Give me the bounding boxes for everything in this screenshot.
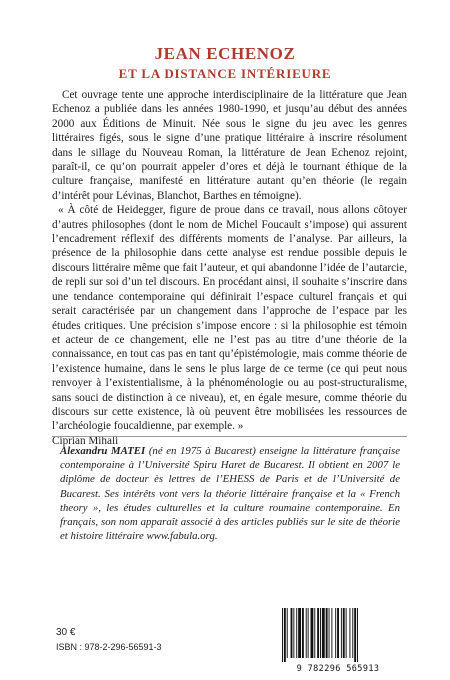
- divider: [52, 436, 407, 437]
- barcode-bar: [337, 608, 339, 658]
- quote-signature: Ciprian Mihali: [52, 434, 119, 447]
- barcode-bar: [308, 608, 309, 658]
- barcode-bar: [343, 608, 345, 658]
- barcode-bar: [352, 608, 353, 658]
- price: 30 €: [56, 627, 76, 638]
- barcode-bar: [284, 608, 286, 662]
- book-subtitle: ET LA DISTANCE INTÉRIEURE: [118, 66, 332, 81]
- barcode-bar: [346, 608, 347, 658]
- barcode-bar: [322, 608, 325, 658]
- barcode-bar: [282, 608, 283, 662]
- barcode-bar: [296, 608, 297, 658]
- barcode-bar: [326, 608, 328, 658]
- blurb: [52, 88, 407, 448]
- quote-paragraph: « À côté de Heidegger, figure de proue dans ce travail, nous allons côtoyer d’autres philosophes (dont le nom de Michel Foucault s’impose) qui assurent l’encadrement réflexif des différents moments de l’analyse. Par ailleurs, la présence de la philosophie dans cette analyse est rendue possible depuis le discours littéraire même que fait l’auteur, et qui abandonne l’idée de l’autarcie, de repli sur soi d’un tel discours. En procédant ainsi, il souhaite s’inscrire dans une tendance contemporaine qui définirait l’espace culturel français et qui serait caractérisée par un changement dans l’approche de l’espace par les études critiques. Une précision s’impose encore : si la philosophie est témoin et acteur de ce changement, elle ne l’est pas au titre d’une théorie de la connaissance, en tout cas pas en tant qu’épistémologie, mais comme théorie de l’existence humaine, dans le sens le plus large de ce terme (ce qui peut nous renvoyer à l’existentialisme, à la phénoménologie ou au post-structuralisme, sans souci de distinction à ce niveau), et, en égale mesure, comme théorie du discours sur cette existence, là où peuvent être mobilisées les ressources de l’archéologie foucaldienne, par exemple. »: [52, 204, 407, 433]
- barcode-bar: [298, 608, 301, 658]
- barcode-bar: [335, 608, 336, 658]
- barcode-bar: [293, 608, 294, 658]
- barcode-bar: [311, 608, 314, 658]
- barcode-bar: [317, 608, 319, 658]
- barcode-bar: [354, 608, 356, 662]
- barcode-bar: [302, 608, 304, 658]
- intro-paragraph: Cet ouvrage tente une approche interdisciplinaire de la littérature que Jean Echenoz a publiée dans les années 1980-1990, et jusqu’au début des années 2000 aux Éditions de Minuit. Née sous le signe du jeu avec les genres littéraires figés, sous le signe d’une pratique littéraire à inscrire résolument dans le sillage du Nouveau Roman, la littérature de Jean Echenoz rejoint, paraît-il, ce qu’on pourrait appeler d’ores et déjà le tournant éthique de la culture française, manifesté en littérature autant qu’en théorie (le regain d’intérêt pour Lévinas, Blanchot, Barthes en témoigne).: [52, 89, 407, 202]
- barcode-digits: 9 782296 565913: [296, 664, 380, 674]
- barcode-bar: [329, 608, 330, 658]
- barcode-bar: [349, 608, 350, 658]
- isbn: ISBN : 978-2-296-56591-3: [56, 642, 162, 652]
- barcode-bar: [357, 608, 358, 662]
- author-bio: [60, 444, 400, 543]
- barcode-bar: [306, 608, 307, 658]
- barcode-graphic: [278, 606, 398, 662]
- author-bio-text: (né en 1975 à Bucarest) enseigne la littérature française contemporaine à l’Université Spiru Haret de Bucarest. Il obtient en 2007 le diplôme de docteur ès lettres de l’EHESS de Paris et de l’Université de Bucarest. Ses intérêts vont vers la théorie littéraire française et la « French theory », les études culturelles et la culture roumaine contemporaine. En français, son nom apparaît associé à des articles publiés sur le site de théorie et histoire littéraire www.fabula.org.: [60, 445, 400, 543]
- barcode-bar: [341, 608, 342, 658]
- author-name: Alexandru MATEI: [60, 445, 146, 457]
- barcode-bar: [320, 608, 321, 658]
- barcode-bar: [287, 608, 288, 658]
- barcode-icon: [278, 606, 398, 662]
- barcode-bar: [291, 608, 293, 658]
- barcode-bar: [331, 608, 332, 658]
- book-title: JEAN ECHENOZ: [154, 44, 296, 63]
- barcode-bar: [314, 608, 315, 658]
